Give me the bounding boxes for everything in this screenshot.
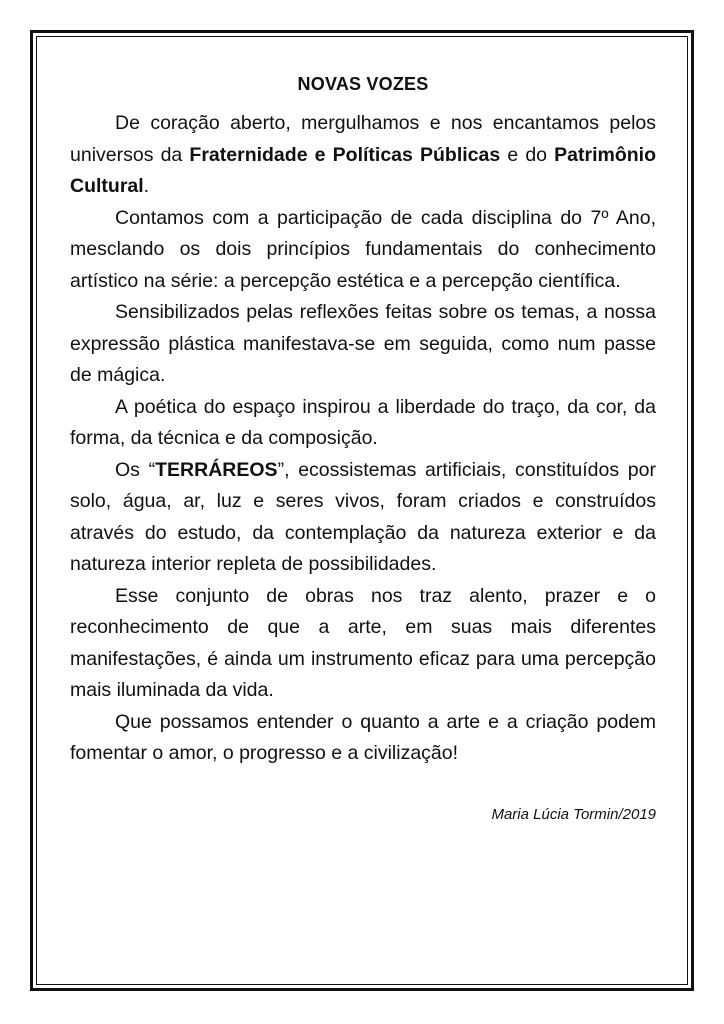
signature: Maria Lúcia Tormin/2019 xyxy=(491,805,656,823)
paragraph-2: Contamos com a participação de cada disciplina do 7º Ano, mesclando os dois princípios fundamentais do conhecimento artístico na série: a percepção estética e a percepção científica. xyxy=(70,206,656,292)
paragraph-5-text-b: ”, ecossistemas artificiais, constituídos por solo, água, ar, luz e seres vivos, foram criados e construídos através do estudo, da contemplação da natureza exterior e da natureza interior repleta de possibilidades. xyxy=(70,458,656,575)
paragraph-5 xyxy=(70,455,656,581)
document-title: NOVAS VOZES xyxy=(297,74,429,94)
bold-fraternidade: Fraternidade e Políticas Públicas xyxy=(189,143,501,166)
paragraph-1 xyxy=(70,108,656,203)
paragraph-7: Que possamos entender o quanto a arte e a criação podem fomentar o amor, o progresso e a civilização! xyxy=(70,710,656,764)
paragraph-6: Esse conjunto de obras nos traz alento, prazer e o reconhecimento de que a arte, em suas mais diferentes manifestações, é ainda um instrumento eficaz para uma percepção mais iluminada da vida. xyxy=(70,584,656,701)
bold-patrimonio: Patrimônio Cultural xyxy=(70,143,656,197)
document-body xyxy=(70,72,656,823)
paragraph-3: Sensibilizados pelas reflexões feitas sobre os temas, a nossa expressão plástica manifestava-se em seguida, como num passe de mágica. xyxy=(70,301,656,386)
paragraph-1-text-a: De coração aberto, mergulhamos e nos encantamos pelos universos da xyxy=(70,112,656,166)
paragraph-1-text-b: e do xyxy=(500,143,555,166)
paragraph-5-text-a: Os “ xyxy=(115,458,156,481)
paragraph-4: A poética do espaço inspirou a liberdade do traço, da cor, da forma, da técnica e da composição. xyxy=(70,395,656,449)
bold-terrareos: TERRÁREOS xyxy=(155,458,278,481)
paragraph-1-text-c: . xyxy=(143,175,150,197)
